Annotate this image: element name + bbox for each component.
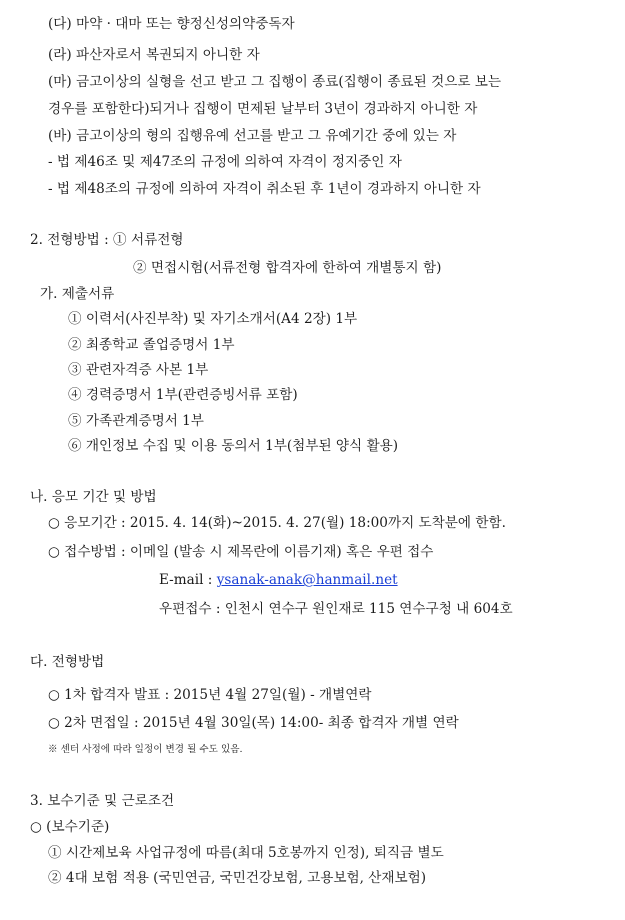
process-second-round: ○ 2차 면접일 : 2015년 4월 30일(목) 14:00- 최종 합격자 개별 연락: [48, 715, 459, 731]
disqualification-law46: - 법 제46조 및 제47조의 규정에 의하여 자격이 정지중인 자: [48, 154, 402, 170]
schedule-note: ※ 센터 사정에 따라 일정이 변경 될 수도 있음.: [48, 744, 243, 755]
application-method: ○ 접수방법 : 이메일 (발송 시 제목란에 이름기재) 혹은 우편 접수: [48, 544, 434, 560]
document-item: ⑤ 가족관계증명서 1부: [68, 413, 204, 429]
pay-subheading: ○ (보수기준): [30, 819, 110, 835]
application-period: ○ 응모기간 : 2015. 4. 14(화)~2015. 4. 27(월) 18:00까지 도착분에 한함.: [48, 515, 506, 531]
disqualification-ba: (바) 금고이상의 형의 집행유예 선고를 받고 그 유예기간 중에 있는 자: [48, 128, 457, 144]
document-item: ② 최종학교 졸업증명서 1부: [68, 337, 235, 353]
screening-heading: 2. 전형방법 : ① 서류전형: [30, 232, 184, 248]
pay-item: ② 4대 보험 적용 (국민연금, 국민건강보험, 고용보험, 산재보험): [48, 870, 427, 886]
disqualification-law48: - 법 제48조의 규정에 의하여 자격이 취소된 후 1년이 경과하지 아니한 자: [48, 181, 481, 197]
document-item: ⑥ 개인정보 수집 및 이용 동의서 1부(첨부된 양식 활용): [68, 438, 399, 454]
email-label: E-mail :: [159, 572, 217, 588]
document-item: ③ 관련자격증 사본 1부: [68, 362, 209, 378]
pay-heading: 3. 보수기준 및 근로조건: [30, 793, 175, 809]
postal-address: 우편접수 : 인천시 연수구 원인재로 115 연수구청 내 604호: [159, 601, 513, 617]
email-link[interactable]: ysanak-anak@hanmail.net: [216, 572, 398, 588]
disqualification-ma-line1: (마) 금고이상의 실형을 선고 받고 그 집행이 종료(집행이 종료된 것으로 보는: [48, 74, 502, 90]
process-first-round: ○ 1차 합격자 발표 : 2015년 4월 27일(월) - 개별연락: [48, 687, 372, 703]
disqualification-ma-line2: 경우를 포함한다)되거나 집행이 면제된 날부터 3년이 경과하지 아니한 자: [48, 101, 478, 117]
documents-heading: 가. 제출서류: [40, 286, 115, 302]
document-item: ④ 경력증명서 1부(관련증빙서류 포함): [68, 387, 298, 403]
application-heading: 나. 응모 기간 및 방법: [30, 489, 157, 505]
screening-interview: ② 면접시험(서류전형 합격자에 한하여 개별통지 함): [133, 260, 442, 276]
disqualification-ra: (라) 파산자로서 복권되지 아니한 자: [48, 47, 260, 63]
email-line: [159, 571, 398, 589]
process-heading: 다. 전형방법: [30, 654, 105, 670]
pay-item: ① 시간제보육 사업규정에 따름(최대 5호봉까지 인정), 퇴직금 별도: [48, 845, 444, 861]
disqualification-da: (다) 마약 · 대마 또는 향정신성의약중독자: [48, 16, 295, 32]
document-item: ① 이력서(사진부착) 및 자기소개서(A4 2장) 1부: [68, 311, 358, 327]
